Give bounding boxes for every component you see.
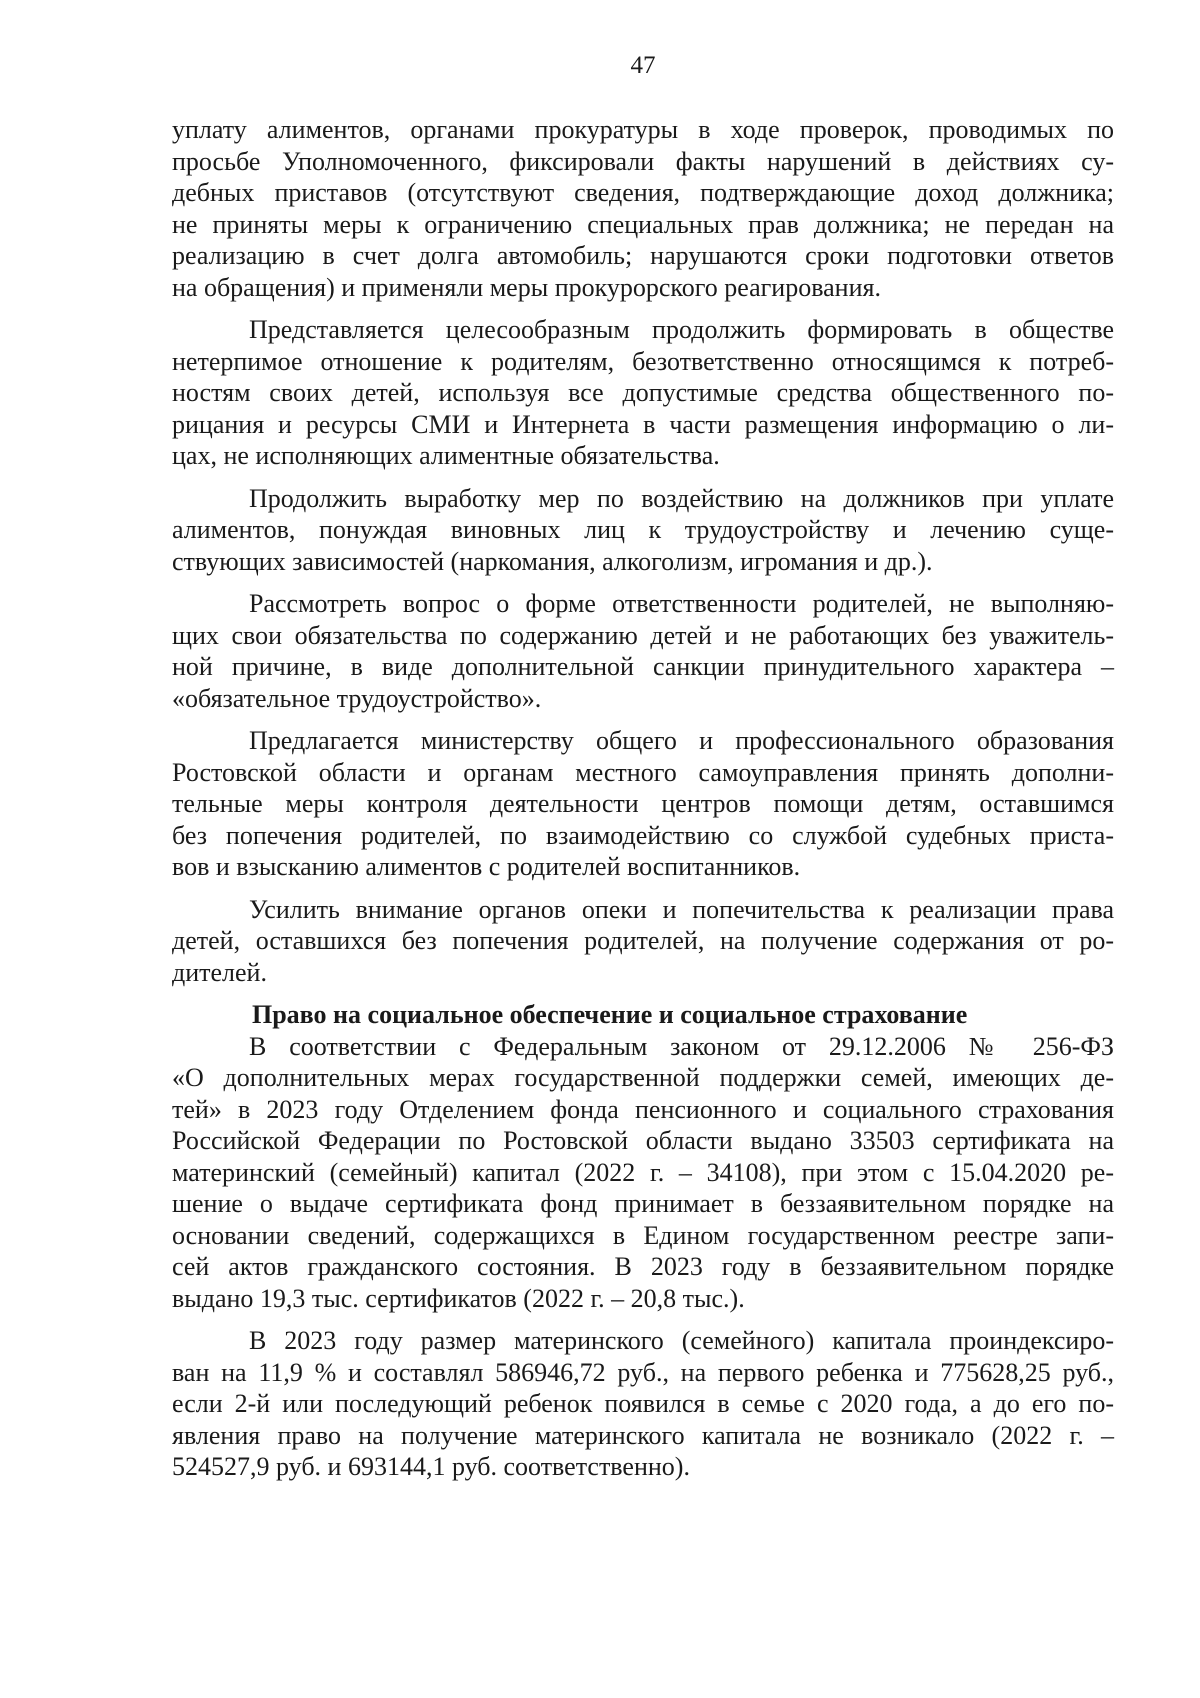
text-line: рицания и ресурсы СМИ и Интернета в части размещения информацию о ли- <box>172 409 1114 439</box>
text-line: ностям своих детей, используя все допустимые средства общественного по- <box>172 378 1114 407</box>
paragraph-maternity-certificates <box>172 1031 1114 1315</box>
text-line: нетерпимое отношение к родителям, безответственно относящимся к потреб- <box>172 346 1114 376</box>
text-line: дебных приставов (отсутствуют сведения, подтверждающие доход должника; <box>172 178 1114 207</box>
text-line: если 2-й или последующий ребенок появился в семье с 2020 года, а до его по- <box>172 1389 1114 1418</box>
text-line: не приняты меры к ограничению специальных прав должника; не передан на <box>172 209 1114 239</box>
text-line: без попечения родителей, по взаимодействию со службой судебных приста- <box>172 820 1114 850</box>
text-line: Российской Федерации по Ростовской области выдано 33503 сертификата на <box>172 1126 1114 1155</box>
text-line: Представляется целесообразным продолжить формировать в обществе <box>249 315 1114 344</box>
paragraph-debtor-measures <box>172 483 1114 578</box>
text-line: просьбе Уполномоченного, фиксировали факты нарушений в действиях су- <box>172 146 1114 176</box>
text-line: Продолжить выработку мер по воздействию на должников при уплате <box>249 483 1114 513</box>
text-line: на обращения) и применяли меры прокурорского реагирования. <box>172 272 881 302</box>
paragraph-alimony-violations <box>172 114 1114 303</box>
text-line: дителей. <box>172 957 267 987</box>
text-line: явления право на получение материнского капитала не возникало (2022 г. – <box>172 1420 1114 1450</box>
text-line: Рассмотреть вопрос о форме ответственности родителей, не выполняю- <box>249 589 1114 618</box>
paragraph-mandatory-employment <box>172 588 1114 714</box>
text-line: ной причине, в виде дополнительной санкции принудительного характера – <box>172 652 1114 681</box>
text-line: сей актов гражданского состояния. В 2023 году в беззаявительном порядке <box>172 1252 1114 1281</box>
text-line: «О дополнительных мерах государственной поддержки семей, имеющих де- <box>172 1063 1114 1092</box>
text-line: щих свои обязательства по содержанию детей и не работающих без уважитель- <box>172 620 1114 650</box>
text-line: «обязательное трудоустройство». <box>172 683 542 713</box>
text-line: Предлагается министерству общего и профессионального образования <box>249 726 1114 755</box>
text-line: тей» в 2023 году Отделением фонда пенсионного и социального страхования <box>172 1094 1114 1124</box>
text-line: ствующих зависимостей (наркомания, алкоголизм, игромания и др.). <box>172 546 933 576</box>
paragraph-capital-indexation <box>172 1325 1114 1483</box>
text-line: выдано 19,3 тыс. сертификатов (2022 г. – 20,8 тыс.). <box>172 1283 745 1313</box>
text-line: В соответствии с Федеральным законом от 29.12.2006 № 256-ФЗ <box>249 1031 1114 1061</box>
text-line: уплату алиментов, органами прокуратуры в ходе проверок, проводимых по <box>172 115 1114 144</box>
text-line: материнский (семейный) капитал (2022 г. – 34108), при этом с 15.04.2020 ре- <box>172 1157 1114 1187</box>
text-line: 524527,9 руб. и 693144,1 руб. соответственно). <box>172 1452 690 1481</box>
section-heading: Право на социальное обеспечение и социальное страхование <box>252 1000 968 1029</box>
text-line: Усилить внимание органов опеки и попечительства к реализации права <box>249 894 1114 924</box>
text-line: вов и взысканию алиментов с родителей воспитанников. <box>172 852 801 881</box>
text-line: детей, оставшихся без попечения родителей, на получение содержания от ро- <box>172 926 1114 955</box>
paragraph-public-intolerance <box>172 314 1114 472</box>
text-line: ван на 11,9 % и составлял 586946,72 руб., на первого ребенка и 775628,25 руб., <box>172 1357 1114 1387</box>
text-line: В 2023 году размер материнского (семейного) капитала проиндексиро- <box>249 1326 1114 1355</box>
text-line: шение о выдаче сертификата фонд принимает в беззаявительном порядке на <box>172 1189 1114 1218</box>
page-number: 47 <box>630 52 656 79</box>
text-line: цах, не исполняющих алиментные обязательства. <box>172 441 720 470</box>
paragraph-ministry-proposal <box>172 725 1114 883</box>
text-line: Ростовской области и органам местного самоуправления принять дополни- <box>172 757 1114 787</box>
text-line: реализацию в счет долга автомобиль; нарушаются сроки подготовки ответов <box>172 241 1114 270</box>
text-line: основании сведений, содержащихся в Едином государственном реестре запи- <box>172 1220 1114 1250</box>
text-line: алиментов, понуждая виновных лиц к трудоустройству и лечению суще- <box>172 515 1114 544</box>
text-line: тельные меры контроля деятельности центров помощи детям, оставшимся <box>172 789 1114 818</box>
paragraph-guardianship-attention <box>172 894 1114 989</box>
page-content <box>172 114 1114 1483</box>
